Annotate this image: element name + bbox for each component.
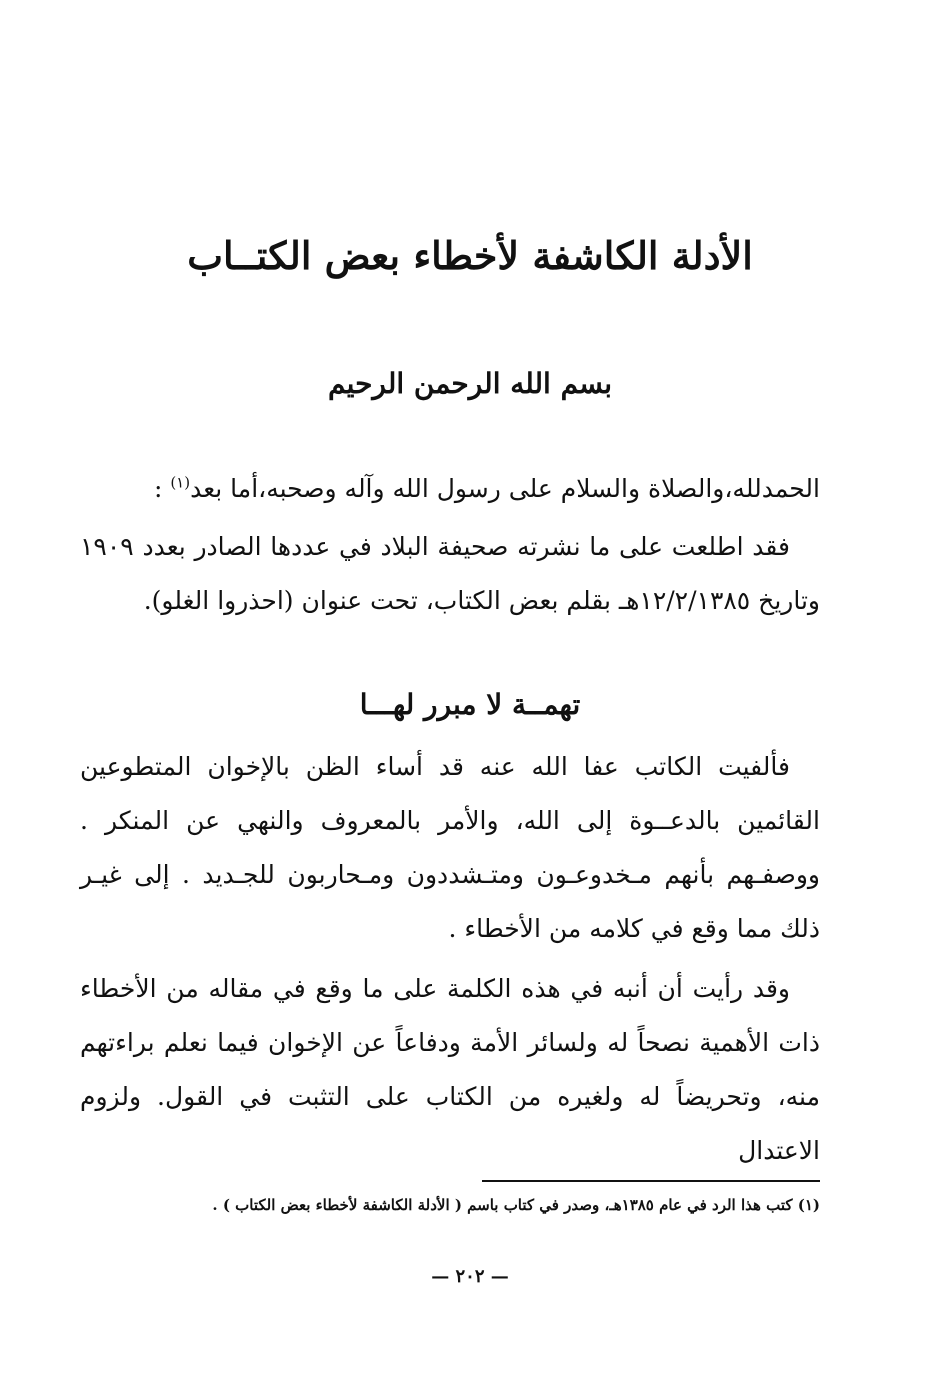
footnote: (١) كتب هذا الرد في عام ١٣٨٥هـ، وصدر في كتاب باسم ( الأدلة الكاشفة لأخطاء بعض الكتاب ) . — [212, 1196, 820, 1214]
intro-paragraph — [80, 462, 820, 516]
basmala: بسم الله الرحمن الرحيم — [328, 367, 612, 400]
page-title: الأدلة الكاشفة لأخطاء بعض الكتــاب — [187, 233, 753, 278]
section-heading: تهمــة لا مبرر لهـــا — [359, 688, 581, 721]
page-number: — ٢٠٢ — — [431, 1266, 509, 1287]
body-paragraph-1: فقد اطلعت على ما نشرته صحيفة البلاد في عددها الصادر بعدد ١٩٠٩ وتاريخ ١٢/٢/١٣٨٥هـ بقلم بعض الكتاب، تحت عنوان (احذروا الغلو). — [80, 532, 820, 615]
intro-text: الحمدلله،والصلاة والسلام على رسول الله وآله وصحبه،أما بعد — [190, 474, 820, 503]
intro-suffix: : — [153, 474, 171, 503]
body-paragraph-2: فألفيت الكاتب عفا الله عنه قد أساء الظن بالإخوان المتطوعين القائمين بالدعــوة إلى الله، والأمر بالمعروف والنهي عن المنكر . ووصفـهم بأنهم مـخدوعـون ومتـشددون ومـحاربون للجـديد . إلى غيـر ذلك مما وقع في كلامه من الأخطاء . — [80, 752, 820, 943]
footnote-divider — [482, 1180, 820, 1182]
body-paragraph-3: وقد رأيت أن أنبه في هذه الكلمة على ما وقع في مقاله من الأخطاء ذات الأهمية نصحاً له ولسائر الأمة ودفاعاً عن الإخوان فيما نعلم براءتهم منه، وتحريضاً له ولغيره من الكتاب على التثبت في القول. ولزوم الاعتدال — [80, 974, 820, 1165]
footnote-reference: (١) — [170, 473, 191, 492]
